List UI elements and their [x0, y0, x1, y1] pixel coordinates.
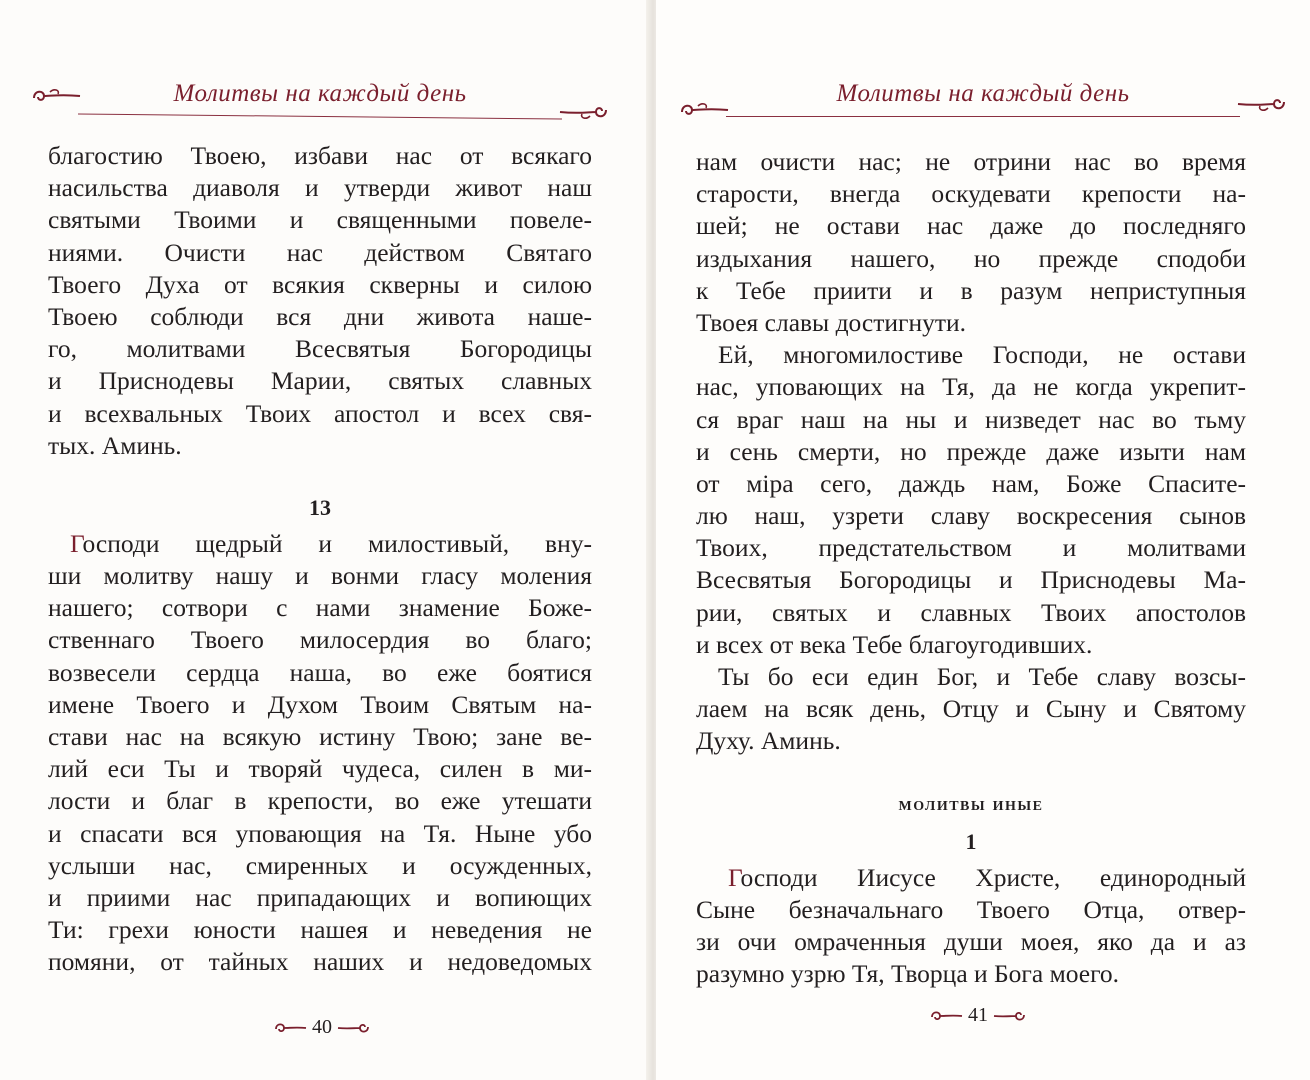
left-page	[0, 0, 650, 1080]
text-line: ниями. Очисти нас действом Святаго	[48, 237, 592, 267]
initial-letter: Г	[728, 862, 741, 892]
text-line: лий еси Ты и творяй чудеса, силен в ми-	[48, 754, 592, 784]
text-line: рии, святых и славных Твоих апостолов	[696, 597, 1246, 627]
text-line: разумно узрю Тя, Творца и Бога моего.	[696, 959, 1120, 989]
scroll-ornament-icon	[992, 1007, 1026, 1025]
text-line: зи очи омраченныя души моея, яко да и аз	[696, 926, 1246, 956]
page-number: 41	[968, 1004, 988, 1026]
text-line: Сыне безначальнаго Твоего Отца, отвер-	[696, 894, 1246, 924]
header-rule	[726, 116, 1240, 117]
text-line: Духу. Аминь.	[696, 726, 841, 756]
text-line: нам очисти нас; не отрини нас во время	[696, 147, 1246, 176]
text-line: святыми Твоими и священными повеле-	[48, 205, 592, 235]
header-rule	[78, 113, 562, 119]
text-line: ся враг наш на ны и низведет нас во тьму	[696, 404, 1246, 434]
left-page-text	[48, 140, 592, 979]
text-line: Твоея славы достигнути.	[696, 307, 967, 337]
text-line: лю наш, узрети славу воскресения сынов	[696, 501, 1246, 531]
text-line: нашего; сотвори с нами знамение Боже-	[48, 593, 592, 623]
text-line: го, молитвами Всесвятыя Богородицы	[48, 334, 592, 364]
scroll-ornament-icon	[558, 100, 610, 124]
scroll-ornament-icon	[930, 1007, 964, 1025]
page-number: 40	[312, 1016, 332, 1038]
text-line: ши молитву нашу и вонми гласу моления	[48, 561, 592, 591]
text-line: насильства диаволя и утверди живот наш	[48, 173, 592, 203]
text-line: тых. Аминь.	[48, 430, 182, 460]
header-title: Молитвы на каждый день	[173, 80, 467, 107]
text-line: благостию Твоею, избави нас от всякаго	[48, 141, 592, 170]
scroll-ornament-icon	[336, 1019, 370, 1037]
text-line-rest: осподи Иисусе Христе, единородный	[740, 862, 1246, 892]
header-title: Молитвы на каждый день	[836, 80, 1130, 107]
text-line: и приими нас припадающих и вопиющих	[48, 882, 592, 912]
text-line: от міра сего, даждь нам, Боже Спасите-	[696, 468, 1246, 498]
text-line: возвесели сердца наша, во еже боятися	[48, 657, 592, 687]
right-page	[656, 0, 1310, 1080]
scroll-ornament-icon	[1236, 92, 1288, 116]
page-footer	[262, 1016, 382, 1046]
initial-letter: Г	[70, 528, 83, 558]
page-footer	[918, 1004, 1038, 1034]
spacer	[696, 758, 1246, 788]
section-heading: молитвы иные	[898, 792, 1044, 815]
text-line: Ты бо еси един Бог, и Тебе славу возсы-	[718, 662, 1246, 691]
running-header	[678, 78, 1288, 128]
text-line: Ей, многомилостиве Господи, не остави	[718, 340, 1246, 370]
text-line: Всесвятыя Богородицы и Приснодевы Ма-	[696, 565, 1246, 595]
text-line: лости и благ в крепости, во еже утешати	[48, 786, 592, 816]
text-line: и всехвальных Твоих апостол и всех свя-	[48, 398, 592, 428]
text-line: Твоих, предстательством и молитвами	[696, 533, 1246, 563]
text-line-first	[696, 862, 1246, 894]
text-line: старости, внегда оскудевати крепости на-	[696, 179, 1246, 209]
text-line: имене Твоего и Духом Твоим Святым на-	[48, 689, 592, 719]
text-line: помяни, от тайных наших и недоведомых	[48, 947, 592, 977]
text-line: и спасати вся уповающия на Тя. Ныне убо	[48, 818, 592, 848]
prayer-number: 13	[309, 494, 331, 520]
right-page-text	[696, 146, 1246, 990]
text-line: и Приснодевы Марии, святых славных	[48, 366, 592, 396]
text-line: Ти: грехи юности нашея и неведения не	[48, 915, 592, 945]
text-line: Твоего Духа от всякия скверны и силою	[48, 269, 592, 299]
text-line: услыши нас, смиренных и осужденных,	[48, 850, 592, 880]
running-header	[30, 78, 610, 128]
spacer	[48, 462, 592, 492]
text-line: нас, уповающих на Тя, да не когда укрепит-	[696, 372, 1246, 402]
prayer-number: 1	[965, 828, 977, 854]
text-line: и всех от века Тебе благоугодивших.	[696, 629, 1093, 659]
text-line: шей; не остави нас даже до последняго	[696, 211, 1246, 241]
text-line: к Тебе приити и в разум неприступныя	[696, 275, 1246, 305]
text-line-rest: осподи щедрый и милостивый, вну-	[82, 528, 592, 558]
text-line: и сень смерти, но прежде даже изыти нам	[696, 436, 1246, 466]
text-line: издыхания нашего, но прежде сподоби	[696, 243, 1246, 273]
text-line-first	[48, 528, 592, 560]
text-line: ственнаго Твоего милосердия во благо;	[48, 625, 592, 655]
text-line: Твоею соблюди вся дни живота наше-	[48, 301, 592, 331]
scroll-ornament-icon	[274, 1019, 308, 1037]
text-line: стави нас на всякую истину Твою; зане ве-	[48, 722, 592, 751]
text-line: лаем на всяк день, Отцу и Сыну и Святому	[696, 694, 1246, 724]
